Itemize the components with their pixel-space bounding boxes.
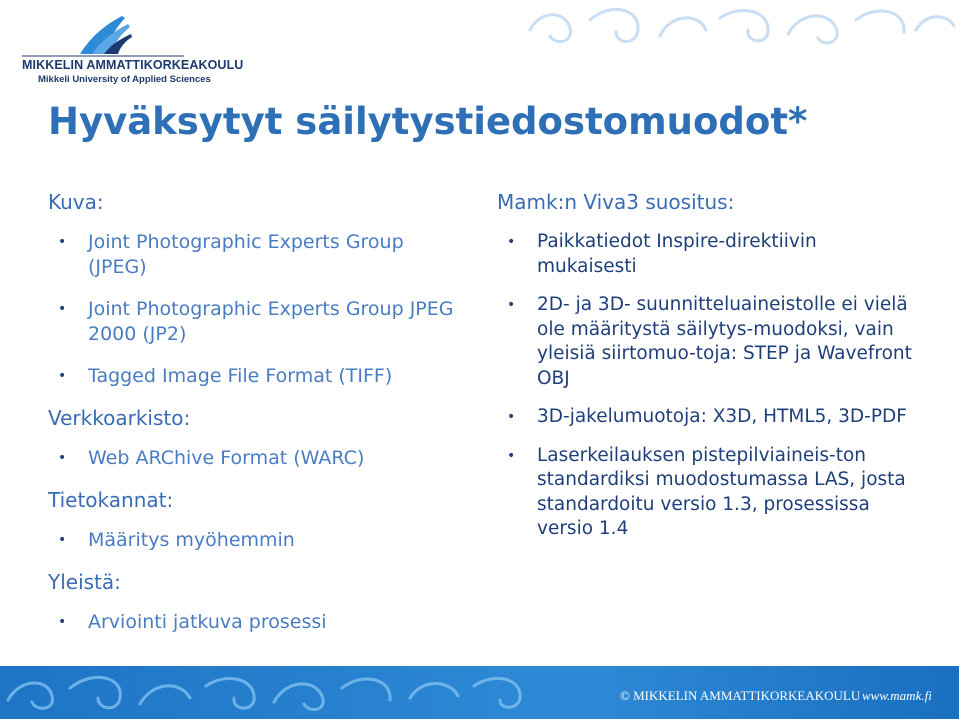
logo-name: MIKKELIN AMMATTIKORKEAKOULU [22,58,244,72]
list-item: • Arviointi jatkuva prosessi [48,610,468,635]
tietokannat-list [48,528,468,553]
section-heading-yleista: Yleistä: [48,570,121,594]
verkkoarkisto-list [48,446,468,471]
right-column [497,188,917,556]
page-title: Hyväksytyt säilytystiedostomuodot* [48,100,808,143]
logo-subtitle: Mikkeli University of Applied Sciences [38,74,211,85]
mamk-logo [18,8,244,88]
list-item: • 3D-jakelumuotoja: X3D, HTML5, 3D-PDF [497,405,917,430]
left-column [48,188,468,652]
section-heading-suositus: Mamk:n Viva3 suositus: [497,190,735,214]
list-item: • Tagged Image File Format (TIFF) [48,364,468,389]
list-item: • 2D- ja 3D- suunnitteluaineistolle ei vielä ole määritystä säilytys-muodoksi, vain yleisiä siirtomuo-toja: STEP ja Wavefront OBJ [497,293,917,391]
list-item: • Joint Photographic Experts Group JPEG 2000 (JP2) [48,297,468,347]
logo-emblem-icon [18,8,188,60]
top-swirl-decoration [520,0,959,55]
yleista-list [48,610,468,635]
footer-copyright: © MIKKELIN AMMATTIKORKEAKOULU [620,688,861,703]
list-item: • Määritys myöhemmin [48,528,468,553]
list-item: • Laserkeilauksen pistepilviaineis-ton standardiksi muodostumassa LAS, josta standardoitu versio 1.3, prosessissa versio 1.4 [497,444,917,542]
suositus-list [497,230,917,542]
footer-url: www.mamk.fi [862,688,932,703]
list-item: • Web ARChive Format (WARC) [48,446,468,471]
list-item: • Joint Photographic Experts Group (JPEG) [48,230,468,280]
section-heading-verkkoarkisto: Verkkoarkisto: [48,406,191,430]
section-heading-tietokannat: Tietokannat: [48,488,174,512]
section-heading-kuva: Kuva: [48,190,104,214]
list-item: • Paikkatiedot Inspire-direktiivin mukaisesti [497,230,917,279]
footer-swirl-decoration [0,666,560,719]
kuva-list [48,230,468,389]
